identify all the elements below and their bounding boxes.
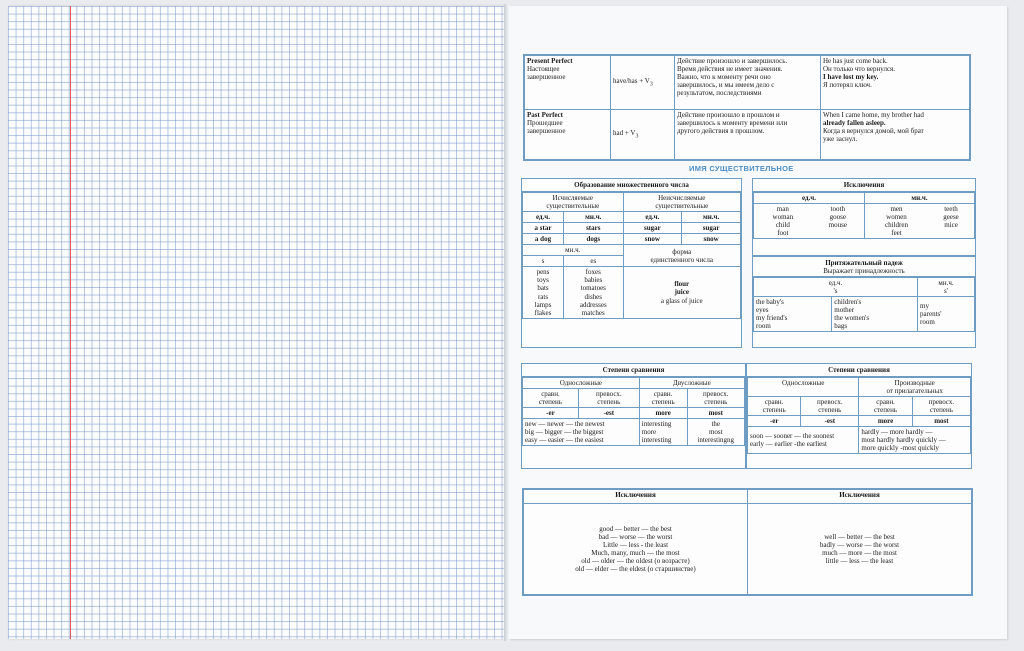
- list-item: pens: [536, 268, 550, 277]
- superlative-header: степень: [818, 406, 842, 415]
- superlative-header: превосх.: [817, 398, 843, 407]
- table-row: [523, 267, 741, 318]
- word-most: most: [912, 416, 970, 427]
- tense-example: Когда я вернулся домой, мой брат: [823, 127, 924, 136]
- noun-exceptions-table: [752, 178, 976, 256]
- list-item: feet: [891, 229, 902, 238]
- example-line: well — better — the best: [824, 532, 895, 541]
- example-line: good — better — the best: [599, 524, 672, 533]
- comparative-header: степень: [874, 406, 898, 415]
- example-line: old — older — the oldest (о возрасте): [581, 557, 690, 566]
- derived-label: от прилагательных: [886, 387, 943, 396]
- form-label: форма: [672, 247, 692, 256]
- comparative-header: сравн.: [653, 390, 673, 399]
- tense-example: уже заснул.: [823, 135, 858, 144]
- example-line: old — elder — the eldest (о старшинстве): [575, 565, 696, 574]
- tense-description: результатом, последствиями: [677, 89, 762, 98]
- example-line: Much, many, much — the most: [591, 549, 680, 557]
- comparative-header: сравн.: [764, 398, 784, 407]
- list-item: a glass of juice: [660, 296, 703, 305]
- tense-name-ru: завершенное: [527, 127, 566, 136]
- plural-title: Образование множественного числа: [522, 179, 741, 192]
- possessive-subtitle: Выражает принадлежность: [753, 267, 975, 277]
- singular-header: ед.ч.: [523, 212, 564, 223]
- list-item: the baby's: [756, 298, 784, 307]
- tense-example: When I came home, my brother had: [823, 111, 924, 119]
- example-line: badly — worse — the worst: [819, 540, 900, 549]
- example-line: more quickly -most quickly: [861, 444, 939, 453]
- list-item: goose: [829, 213, 846, 222]
- superlative-header: степень: [704, 398, 728, 407]
- list-item: eyes: [756, 306, 769, 315]
- table-row: [523, 419, 745, 446]
- comparative-header: степень: [538, 398, 562, 407]
- example-line: most hardly hardly quickly —: [861, 436, 946, 445]
- noun-section-title: ИМЯ СУЩЕСТВИТЕЛЬНОЕ: [689, 164, 794, 173]
- suffix-est: -est: [801, 416, 859, 427]
- example-line: the: [711, 420, 721, 429]
- word-cell: snow: [682, 234, 741, 245]
- comparative-header: степень: [762, 406, 786, 415]
- list-item: bags: [834, 322, 848, 331]
- example-line: much — more — the most: [822, 549, 897, 557]
- suffix-er: -er: [523, 408, 579, 419]
- table-row: [525, 110, 970, 160]
- plural-header: мн.ч.: [864, 193, 974, 204]
- plural-header: мн.ч.: [938, 279, 954, 288]
- list-item: man: [776, 205, 789, 214]
- list-item: parents': [920, 310, 942, 319]
- example-line: little — less — the least: [825, 557, 894, 566]
- adjective-exceptions-table: [522, 488, 973, 596]
- list-item: men: [890, 205, 903, 214]
- plural-header: мн.ч.: [682, 212, 741, 223]
- table-row: [748, 427, 971, 454]
- table-row: [524, 504, 972, 595]
- red-margin-line: [70, 6, 71, 639]
- word-cell: a star: [523, 223, 564, 234]
- example-line: most: [708, 428, 723, 437]
- tense-example: He has just come back.: [823, 57, 888, 65]
- example-line: easy — easier — the easiest: [525, 436, 604, 445]
- tense-description: завершилось к моменту времени или: [677, 119, 788, 128]
- suffix-s: s: [523, 256, 564, 267]
- uncountable-label: существительные: [655, 202, 709, 211]
- possessive-suffix: 's: [833, 287, 838, 296]
- table-row: [523, 245, 741, 256]
- possessive-suffix: s': [944, 287, 949, 296]
- list-item: lamps: [534, 300, 552, 309]
- comparison-table-right: [746, 363, 972, 469]
- tense-name-ru: Прошедшее: [527, 119, 563, 128]
- table-row: [748, 416, 971, 427]
- suffix-er: -er: [748, 416, 801, 427]
- tense-name: Present Perfect: [527, 57, 573, 65]
- list-item: child: [775, 221, 790, 230]
- countable-label: существительные: [546, 202, 600, 211]
- list-item: dishes: [584, 292, 603, 301]
- example-line: big — bigger — the biggest: [525, 428, 604, 437]
- table-row: [748, 397, 971, 416]
- list-item: juice: [674, 288, 689, 297]
- tense-example: I have lost my key.: [823, 73, 879, 82]
- plural-header: мн.ч.: [564, 212, 624, 223]
- tense-example: Я потерял ключ.: [823, 81, 872, 90]
- list-item: mice: [944, 221, 958, 230]
- derived-label: Производные: [894, 379, 935, 388]
- tense-description: другого действия в прошлом.: [677, 127, 765, 136]
- tense-name: Past Perfect: [527, 111, 563, 119]
- word-cell: snow: [623, 234, 682, 245]
- superlative-header: превосх.: [928, 398, 955, 407]
- tense-name-ru: завершенное: [527, 73, 566, 82]
- list-item: mouse: [828, 221, 847, 230]
- formula-subscript: 3: [635, 133, 639, 140]
- list-item: flakes: [534, 308, 552, 317]
- possessive-title: Притяжательный падеж: [825, 259, 903, 267]
- table-row: [754, 204, 975, 239]
- formula-subscript: 3: [649, 81, 653, 88]
- example-line: interestingng: [697, 436, 735, 445]
- monosyllabic-label: Односложные: [523, 378, 640, 389]
- suffix-es: es: [564, 256, 624, 267]
- plural-formation-table: [521, 178, 742, 348]
- list-item: tooth: [830, 205, 845, 214]
- superlative-header: степень: [929, 406, 953, 415]
- table-row: [523, 234, 741, 245]
- singular-header: ед.ч.: [754, 193, 865, 204]
- list-item: teeth: [944, 205, 958, 214]
- example-line: bad — worse — the worst: [598, 532, 673, 541]
- adverb-exceptions-title: Исключения: [748, 490, 972, 504]
- possessive-case-table: [752, 256, 976, 348]
- list-item: bats: [537, 284, 549, 293]
- example-line: hardly — more hardly —: [861, 428, 933, 437]
- example-line: Little — less - the least: [602, 540, 669, 549]
- table-row: [523, 389, 745, 408]
- word-more: more: [639, 408, 687, 419]
- list-item: my: [920, 302, 929, 311]
- monosyllabic-label: Односложные: [748, 378, 859, 397]
- list-item: women: [886, 213, 907, 222]
- list-item: matches: [581, 308, 605, 317]
- comparative-header: сравн.: [541, 390, 560, 399]
- superlative-header: превосх.: [596, 390, 622, 399]
- comparison-title: Степени сравнения: [522, 364, 745, 377]
- table-row: [754, 193, 975, 204]
- comparative-header: степень: [651, 398, 675, 407]
- form-label: единственного числа: [650, 255, 714, 264]
- table-row: [523, 223, 741, 234]
- comparison-table-left: [521, 363, 746, 469]
- plural-label: мн.ч.: [523, 245, 624, 256]
- list-item: addresses: [579, 300, 607, 309]
- table-row: [754, 297, 975, 332]
- tense-description: Время действия не имеет значения.: [677, 65, 783, 74]
- example-line: soon — sooner — the soonest: [750, 432, 835, 441]
- comparative-header: сравн.: [876, 398, 895, 407]
- list-item: woman: [772, 213, 794, 222]
- table-row: [524, 490, 972, 504]
- word-cell: sugar: [623, 223, 682, 234]
- list-item: foxes: [585, 268, 601, 277]
- tense-formula: have/has + V: [613, 76, 650, 85]
- table-row: [523, 212, 741, 223]
- noun-exceptions-title: Исключения: [753, 179, 975, 192]
- list-item: children's: [834, 298, 862, 307]
- list-item: flour: [674, 280, 690, 289]
- word-cell: sugar: [682, 223, 741, 234]
- uncountable-label: Неисчисляемые: [658, 194, 706, 203]
- tense-description: завершилось, и мы имеем дело с: [677, 81, 775, 90]
- example-line: early — earlier -the earliest: [750, 440, 827, 449]
- superlative-header: степень: [597, 398, 621, 407]
- tenses-table: [523, 54, 971, 161]
- word-more: more: [859, 416, 912, 427]
- list-item: my friend's: [756, 314, 788, 323]
- list-item: children: [885, 221, 908, 230]
- table-row: [748, 378, 971, 397]
- adjective-exceptions-title: Исключения: [524, 490, 748, 504]
- example-line: interesting: [641, 436, 672, 445]
- word-cell: stars: [564, 223, 624, 234]
- list-item: babies: [584, 276, 603, 285]
- list-item: room: [920, 318, 935, 327]
- list-item: toys: [537, 276, 549, 285]
- list-item: rats: [537, 292, 549, 301]
- table-row: [523, 378, 745, 389]
- list-item: tomatoes: [580, 284, 606, 293]
- table-row: [523, 408, 745, 419]
- list-item: foot: [777, 229, 789, 238]
- tense-example: Он только что вернулся.: [823, 65, 896, 74]
- singular-header: ед.ч.: [623, 212, 682, 223]
- tense-description: Действие произошло в прошлом и: [677, 111, 780, 119]
- list-item: room: [756, 322, 771, 331]
- countable-label: Исчисляемые: [552, 194, 593, 203]
- list-item: geese: [943, 213, 959, 222]
- tense-example: already fallen asleep.: [823, 119, 886, 128]
- table-row: [754, 278, 975, 297]
- tense-name-ru: Настоящее: [527, 65, 560, 74]
- list-item: the women's: [834, 314, 870, 323]
- table-row: [523, 193, 741, 212]
- tense-formula: had + V: [613, 128, 636, 137]
- example-line: more: [641, 428, 657, 437]
- word-most: most: [687, 408, 744, 419]
- list-item: mother: [834, 306, 855, 315]
- word-cell: a dog: [523, 234, 564, 245]
- singular-header: ед.ч.: [828, 279, 843, 288]
- suffix-est: -est: [578, 408, 639, 419]
- example-line: interesting: [641, 420, 672, 429]
- comparison-title: Степени сравнения: [747, 364, 971, 377]
- graph-paper-page: [8, 6, 504, 639]
- grammar-reference-page: [509, 6, 1007, 639]
- superlative-header: превосх.: [702, 390, 729, 399]
- table-row: [525, 56, 970, 110]
- tense-description: Действие произошло и завершилось.: [677, 57, 788, 65]
- tense-description: Важно, что к моменту речи оно: [677, 73, 771, 82]
- word-cell: dogs: [564, 234, 624, 245]
- disyllabic-label: Двусложные: [639, 378, 744, 389]
- example-line: new — newer — the newest: [525, 420, 605, 429]
